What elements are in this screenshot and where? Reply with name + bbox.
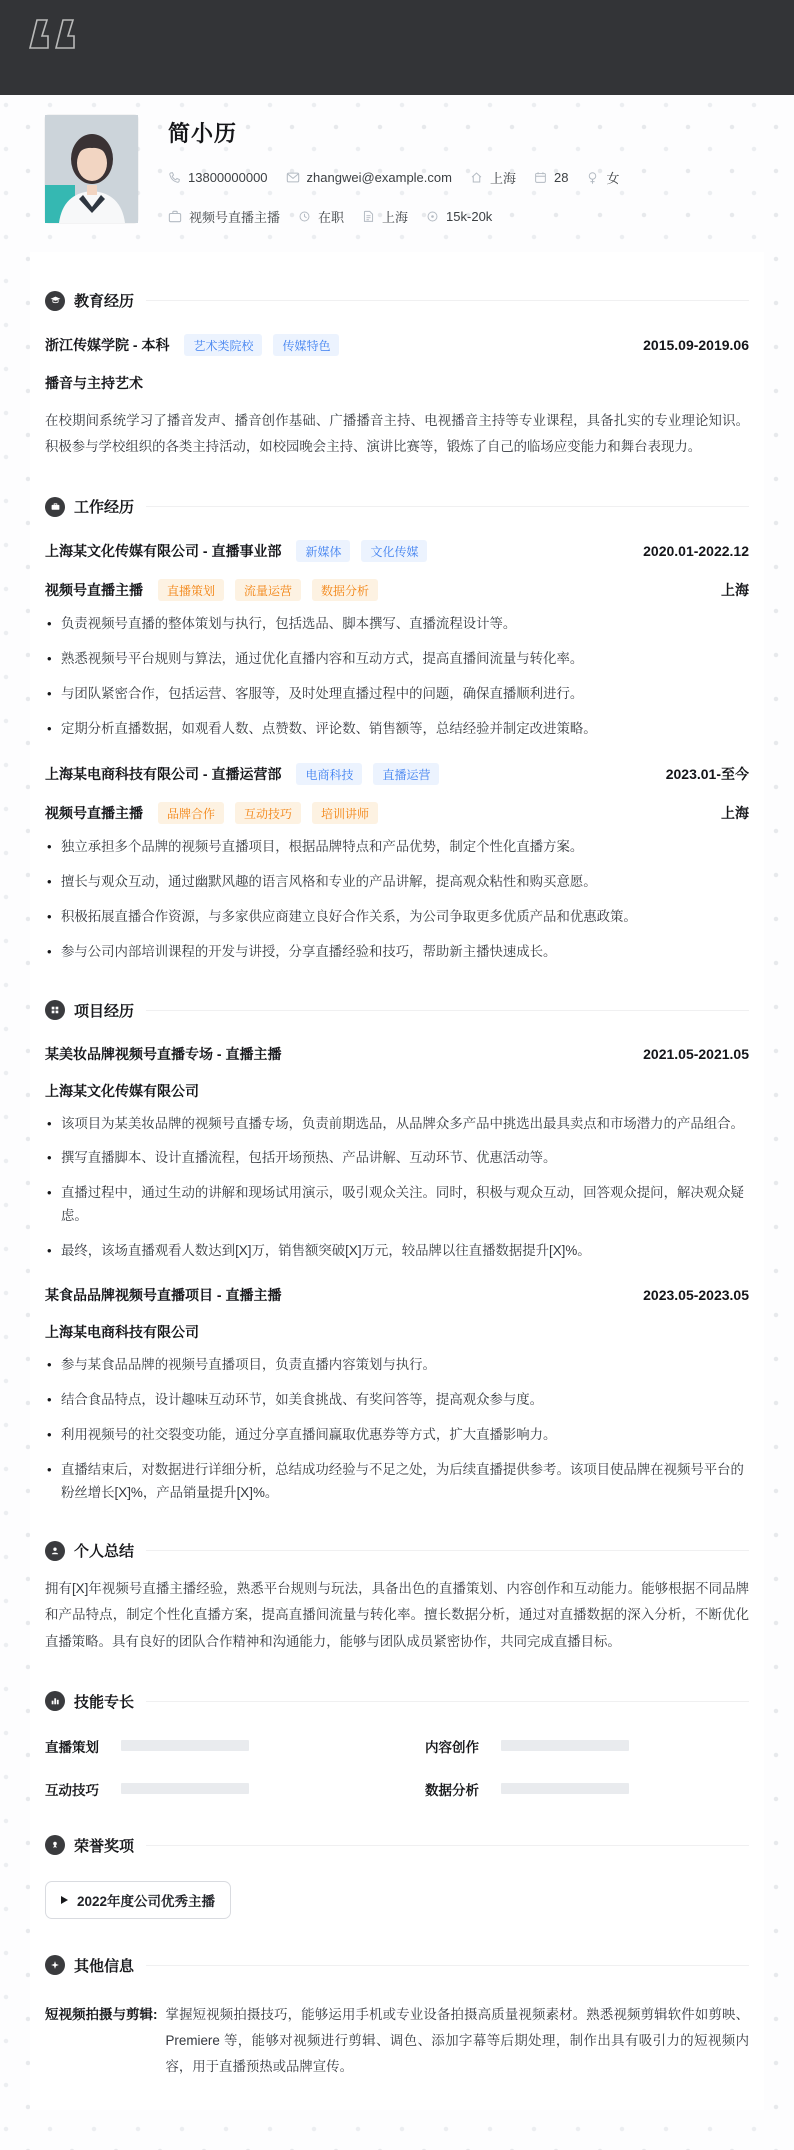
company-tag: 直播运营 [373,763,439,785]
phone-value: 13800000000 [188,170,268,185]
bar-chart-icon [45,1691,65,1711]
skills-grid [45,1736,749,1799]
status-icon [298,210,311,223]
work-date: 2023.01-至今 [665,766,749,783]
work-location: 上海 [721,582,749,599]
position-tag: 互动技巧 [235,802,301,824]
section-education [45,290,749,460]
company-tag: 文化传媒 [361,540,427,562]
quote-icon [24,10,88,66]
age-icon [534,171,547,184]
age-value: 28 [553,170,569,185]
page-background [0,95,794,2150]
section-title: 工作经历 [74,499,135,517]
education-date: 2015.09-2019.06 [643,337,749,353]
company-name: 上海某电商科技有限公司 - 直播运营部 [45,766,282,783]
section-summary [45,1540,749,1654]
position-tag: 品牌合作 [158,802,224,824]
person-icon [45,1541,65,1561]
location-value: 上海 [489,171,516,186]
work-bullet: • 与团队紧密合作，包括运营、客服等，及时处理直播过程中的问题，确保直播顺利进行。 [47,685,584,701]
work-bullet: • 负责视频号直播的整体策划与执行，包括选品、脚本撰写、直播流程设计等。 [47,616,517,632]
work-location: 上海 [721,805,749,822]
salary [426,209,492,224]
project-bullet: • 直播过程中，通过生动的讲解和现场试用演示，吸引观众关注。同时，积极与观众互动，回答观众提问，解决观众疑虑。 [47,1185,744,1223]
skill-item: 内容创作 [425,1736,749,1756]
work-bullet: • 擅长与观众互动，通过幽默风趣的语言风格和专业的产品讲解，提高观众粘性和购买意愿。 [47,874,597,890]
project-bullet: • 利用视频号的社交裂变功能，通过分享直播间赢取优惠券等方式，扩大直播影响力。 [47,1427,557,1442]
mail-icon [286,171,300,184]
honor-label: 2022年度公司优秀主播 [77,1893,216,1909]
skill-bar [501,1783,629,1794]
summary-text: 拥有[X]年视频号直播主播经验，熟悉平台规则与玩法，具备出色的直播策划、内容创作和互动能力。能够根据不同品牌和产品特点，制定个性化直播方案，提高直播间流量与转化率。擅长数据分析，通过对直播数据的深入分析，不断优化直播策略。具有良好的团队合作精神和沟通能力，能够与团队成员紧密协作，共同完成直播目标。 [45,1581,749,1649]
section-projects [45,1000,749,1505]
project-bullet: • 参与某食品品牌的视频号直播项目，负责直播内容策划与执行。 [47,1357,436,1373]
section-skills [45,1691,749,1799]
work-date: 2020.01-2022.12 [643,543,749,560]
work-bullet: • 参与公司内部培训课程的开发与讲授，分享直播经验和技巧，帮助新主播快速成长。 [47,943,557,959]
project-entry [45,1285,749,1504]
email [286,170,452,185]
major-name: 播音与主持艺术 [45,375,143,391]
work-bullet: • 积极拓展直播合作资源，与多家供应商建立良好合作关系，为公司争取更多优质产品和优惠政策。 [47,908,637,924]
section-other [45,1955,749,2080]
project-name: 某美妆品牌视频号直播专场 - 直播主播 [45,1045,282,1062]
section-title: 荣誉奖项 [74,1837,135,1855]
project-bullet: • 结合食品特点，设计趣味互动环节，如美食挑战、有奖问答等，提高观众参与度。 [47,1392,544,1408]
position-tag: 培训讲师 [312,802,378,824]
project-name: 某食品品牌视频号直播项目 - 直播主播 [45,1287,282,1304]
job-status [298,207,344,226]
work-city-value: 上海 [382,210,409,225]
company-tag: 新媒体 [296,540,350,562]
resume-sheet [30,252,764,2110]
home-icon [470,171,483,184]
honor-item[interactable] [45,1881,231,1919]
project-bullet: • 撰写直播脚本、设计直播流程，包括开场预热、产品讲解、互动环节、优惠活动等。 [47,1150,557,1166]
section-title: 项目经历 [74,1002,135,1020]
project-entry [45,1044,749,1263]
section-title: 教育经历 [74,293,135,310]
project-bullet: • 直播结束后，对数据进行详细分析，总结成功经验与不足之处，为后续直播提供参考。该项目使品牌在视频号平台的粉丝增长[X]%，产品销量提升[X]%。 [47,1461,744,1500]
desired-position [168,207,280,226]
graduation-cap-icon [45,291,65,311]
skill-item: 直播策划 [45,1736,425,1756]
age [534,170,568,185]
project-company: 上海某电商科技有限公司 [45,1324,199,1341]
position-tag: 流量运营 [235,579,301,601]
salary-icon [426,210,439,223]
company-tag: 电商科技 [296,763,362,785]
work-entry [45,763,749,963]
school-name: 浙江传媒学院 - 本科 [45,337,170,353]
medal-icon [45,1835,65,1855]
position-icon [168,210,182,223]
section-title: 个人总结 [74,1543,135,1561]
sparkle-icon [45,1955,65,1975]
desired-position-value: 视频号直播主播 [189,210,281,225]
grid-icon [45,1000,65,1020]
education-tag: 艺术类院校 [184,334,262,356]
work-city [362,207,408,226]
education-tag: 传媒特色 [273,334,339,356]
briefcase-icon [45,497,65,517]
hero-banner [0,0,794,95]
work-entry [45,540,749,740]
work-bullet: • 独立承担多个品牌的视频号直播项目，根据品牌特点和产品优势，制定个性化直播方案。 [47,839,584,855]
phone [168,170,268,185]
section-title: 其他信息 [74,1957,135,1975]
work-bullet: • 熟悉视频号平台规则与算法，通过优化直播内容和互动方式，提高直播间流量与转化率。 [47,651,584,667]
skill-bar [501,1740,629,1751]
salary-value: 15k-20k [446,209,493,224]
contact-row-1 [168,168,637,187]
project-date: 2023.05-2023.05 [643,1287,749,1304]
project-date: 2021.05-2021.05 [643,1045,749,1062]
gender [586,168,619,187]
skill-item: 互动技巧 [45,1779,425,1799]
position-tag: 直播策划 [158,579,224,601]
gender-value: 女 [606,171,620,186]
project-bullet: • 最终，该场直播观看人数达到[X]万，销售额突破[X]万元，较品牌以往直播数据提升[X]%。 [47,1242,591,1258]
position-tag: 数据分析 [312,579,378,601]
profile-photo [45,115,138,223]
profile-header [0,95,794,226]
phone-icon [168,171,181,184]
city-icon [362,210,375,223]
email-value: zhangwei@example.com [306,170,452,185]
other-info-row [45,2002,749,2080]
section-honors [45,1835,749,1919]
project-bullet: • 该项目为某美妆品牌的视频号直播专场，负责前期选品，从品牌众多产品中挑选出最具卖点和市场潜力的产品组合。 [47,1115,744,1131]
section-title: 技能专长 [74,1693,135,1711]
company-name: 上海某文化传媒有限公司 - 直播事业部 [45,543,282,560]
skill-bar [121,1740,249,1751]
position-name: 视频号直播主播 [45,805,143,822]
candidate-name: 简小历 [168,121,238,146]
position-name: 视频号直播主播 [45,582,143,599]
other-info-text: 掌握短视频拍摄技巧，能够运用手机或专业设备拍摄高质量视频素材。熟悉视频剪辑软件如剪映、Premiere 等，能够对视频进行剪辑、调色、添加字幕等后期处理，制作出具有吸引力的短视频内容，用于直播预热或品牌宣传。 [165,2006,749,2075]
work-bullet: • 定期分析直播数据，如观看人数、点赞数、评论数、销售额等，总结经验并制定改进策略。 [47,720,597,736]
education-description: 在校期间系统学习了播音发声、播音创作基础、广播播音主持、电视播音主持等专业课程，具备扎实的专业理论知识。积极参与学校组织的各类主持活动，如校园晚会主持、演讲比赛等，锻炼了自己的临场应变能力和舞台表现力。 [45,413,749,455]
play-triangle-icon [61,1896,68,1904]
gender-icon [586,171,599,185]
job-status-value: 在职 [318,210,345,225]
skill-bar [121,1783,249,1794]
project-company: 上海某文化传媒有限公司 [45,1082,199,1099]
skill-item: 数据分析 [425,1779,749,1799]
section-work [45,496,749,963]
other-info-label: 短视频拍摄与剪辑: [45,2006,158,2022]
location [470,168,516,187]
contact-row-2 [168,207,637,226]
